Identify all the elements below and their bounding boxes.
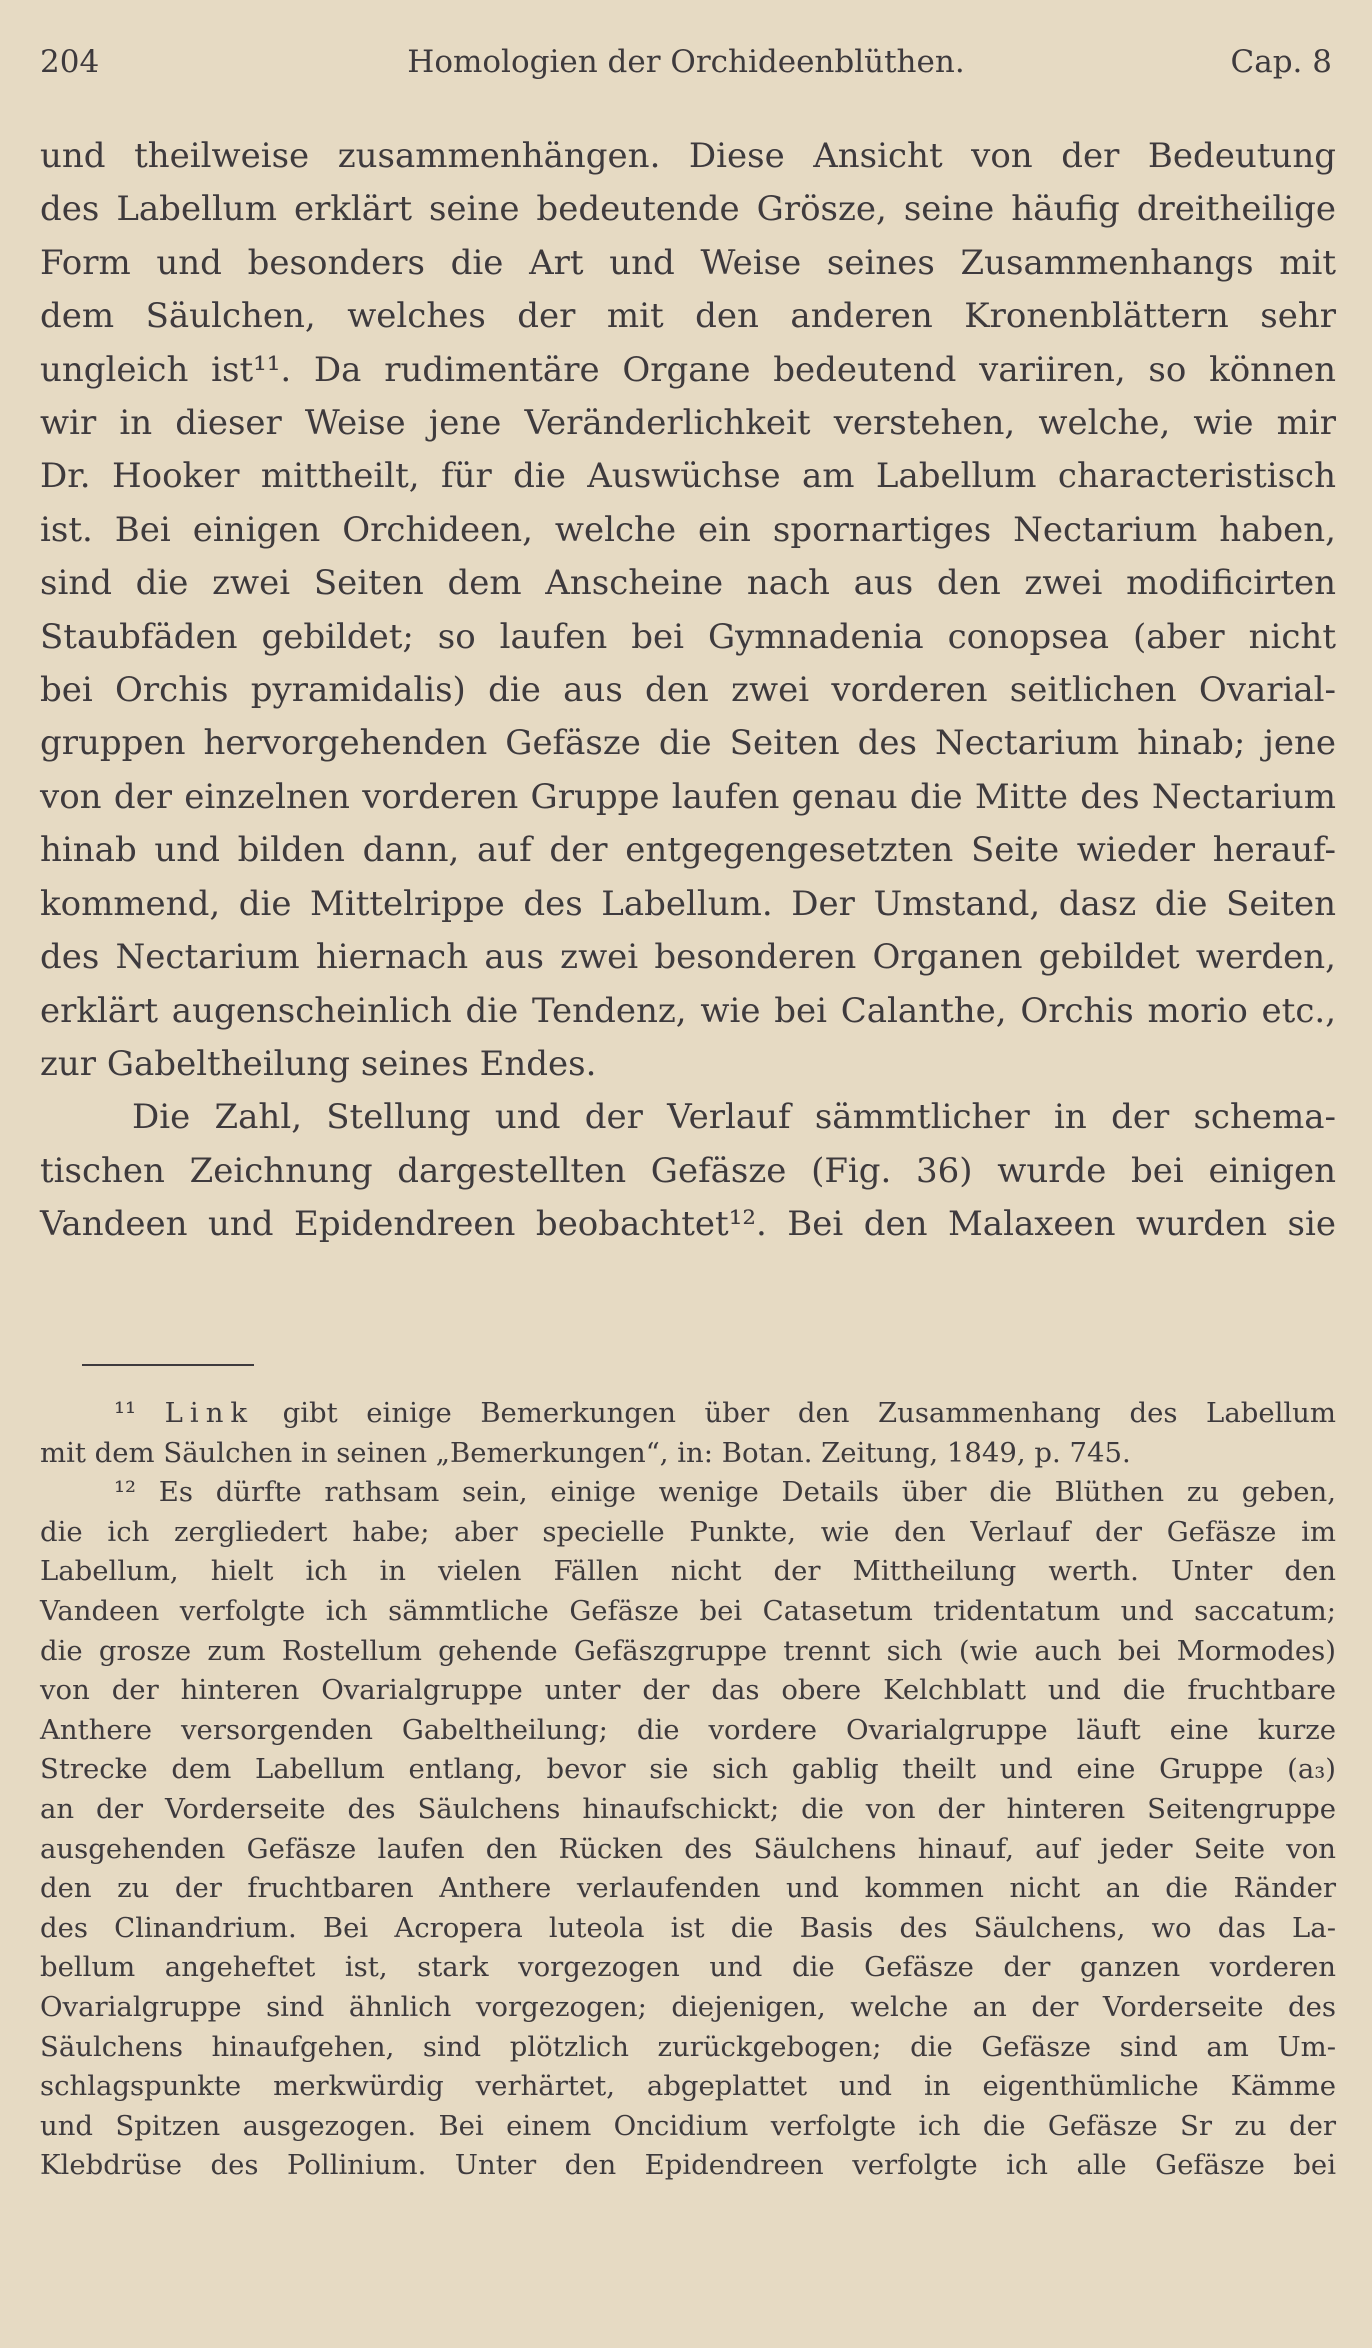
text-line: ist. Bei einigen Orchideen, welche ein spornartiges Nectarium haben, [40,509,1336,550]
text-line: kommend, die Mittelrippe des Labellum. Der Umstand, dasz die Seiten [40,883,1336,924]
text-line: Dr. Hooker mittheilt, für die Auswüchse am Labellum characteristisch [40,456,1336,497]
footnote-12-line: die ich zergliedert habe; aber specielle Punkte, wie den Verlauf der Gefäsze im [40,1515,1336,1548]
footnote-12-line: Vandeen verfolgte ich sämmtliche Gefäsze bei Catasetum tridentatum und saccatum; [40,1594,1336,1627]
footnote-12-line: Labellum, hielt ich in vielen Fällen nicht der Mittheilung werth. Unter den [40,1555,1336,1588]
chapter-label: Cap. 8 [1230,44,1332,80]
footnote-12-line: die grosze zum Rostellum gehende Gefäszgruppe trennt sich (wie auch bei Mormodes) [40,1634,1336,1667]
text-line: Die Zahl, Stellung und der Verlauf sämmtlicher in der schema- [132,1097,1336,1138]
text-line: des Nectarium hiernach aus zwei besonderen Organen gebildet werden, [40,937,1336,978]
footnote-12-line: bellum angeheftet ist, stark vorgezogen und die Gefäsze der ganzen vorderen [40,1951,1336,1984]
running-header [40,44,1332,88]
footnote-marker: ¹¹ [114,1397,137,1429]
footnote-12-line: Säulchens hinaufgehen, sind plötzlich zurückgebogen; die Gefäsze sind am Um- [40,2030,1336,2063]
text-line: hinab und bilden dann, auf der entgegengesetzten Seite wieder herauf- [40,830,1336,871]
footnote-author: Link [164,1397,255,1429]
footnote-divider [82,1364,254,1366]
text-line: erklärt augenscheinlich die Tendenz, wie bei Calanthe, Orchis morio etc., [40,990,1336,1031]
footnote-12-line: von der hinteren Ovarialgruppe unter der das obere Kelchblatt und die fruchtbare [40,1674,1336,1707]
text-line: tischen Zeichnung dargestellten Gefäsze (Fig. 36) wurde bei einigen [40,1150,1336,1191]
text-line: sind die zwei Seiten dem Anscheine nach aus den zwei modificirten [40,563,1336,604]
text-line: Vandeen und Epidendreen beobachtet¹². Bei den Malaxeen wurden sie [40,1204,1336,1245]
page-number: 204 [40,44,100,80]
footnote-12-line: und Spitzen ausgezogen. Bei einem Oncidium verfolgte ich die Gefäsze Sr zu der [40,2109,1336,2142]
footnote-12-line: ¹² Es dürfte rathsam sein, einige wenige Details über die Blüthen zu geben, [114,1476,1336,1509]
text-line: und theilweise zusammenhängen. Diese Ansicht von der Bedeutung [40,136,1336,176]
text-line: des Labellum erklärt seine bedeutende Grösze, seine häufig dreitheilige [40,189,1336,230]
footnote-12-line: Anthere versorgenden Gabeltheilung; die vordere Ovarialgruppe läuft eine kurze [40,1713,1336,1746]
running-title: Homologien der Orchideenblüthen. [407,44,965,80]
footnote-12-line: Strecke dem Labellum entlang, bevor sie sich gablig theilt und eine Gruppe (a₃) [40,1753,1336,1786]
footnote-11-line: mit dem Säulchen in seinen „Bemerkungen“, in: Botan. Zeitung, 1849, p. 745. [40,1436,1131,1469]
main-text [40,130,1336,1252]
text-line: wir in dieser Weise jene Veränderlichkeit verstehen, welche, wie mir [40,403,1336,444]
footnote-12-line: Ovarialgruppe sind ähnlich vorgezogen; diejenigen, welche an der Vorderseite des [40,1990,1336,2023]
text-line: Form und besonders die Art und Weise seines Zusammenhangs mit [40,242,1336,283]
footnote-text: gibt einige Bemerkungen über den Zusammenhang des Labellum [282,1397,1336,1429]
footnote-12-line: an der Vorderseite des Säulchens hinaufschickt; die von der hinteren Seitengruppe [40,1792,1336,1825]
footnote-12-line: den zu der fruchtbaren Anthere verlaufenden und kommen nicht an die Ränder [40,1872,1336,1905]
footnote-12-line: des Clinandrium. Bei Acropera luteola ist die Basis des Säulchens, wo das La- [40,1911,1336,1944]
footnote-12-line: ausgehenden Gefäsze laufen den Rücken des Säulchens hinauf, auf jeder Seite von [40,1832,1336,1865]
footnotes [40,1394,1336,2186]
text-line: dem Säulchen, welches der mit den anderen Kronenblättern sehr [40,296,1336,337]
footnote-12-line: schlagspunkte merkwürdig verhärtet, abgeplattet und in eigenthümliche Kämme [40,2070,1336,2103]
text-line: bei Orchis pyramidalis) die aus den zwei vorderen seitlichen Ovarial- [40,670,1336,711]
text-line: Staubfäden gebildet; so laufen bei Gymnadenia conopsea (aber nicht [40,616,1336,657]
text-line: zur Gabeltheilung seines Endes. [40,1043,597,1084]
text-line: ungleich ist¹¹. Da rudimentäre Organe bedeutend variiren, so können [40,349,1336,390]
footnote-12-line: Klebdrüse des Pollinium. Unter den Epidendreen verfolgte ich alle Gefäsze bei [40,2149,1336,2182]
text-line: von der einzelnen vorderen Gruppe laufen genau die Mitte des Nectarium [40,776,1336,817]
text-line: gruppen hervorgehenden Gefäsze die Seiten des Nectarium hinab; jene [40,723,1336,764]
footnote-11-line [40,1394,1336,1434]
